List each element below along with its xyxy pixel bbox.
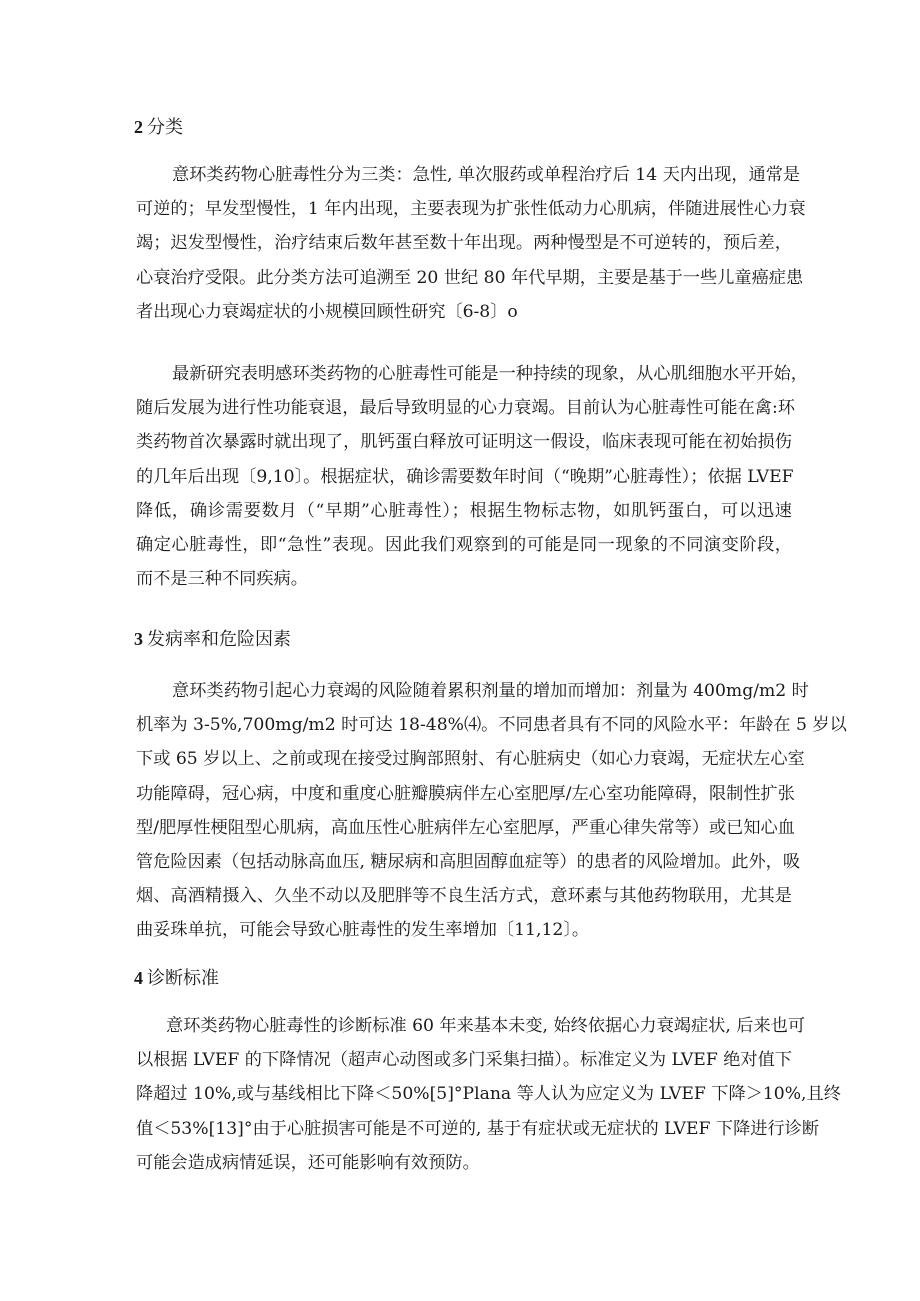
section-heading-4 [134, 966, 219, 991]
text-line: 者出现心力衰竭症状的小规模回顾性研究〔6-8〕o [136, 301, 518, 322]
paragraph-diagnostic-criteria [136, 1009, 841, 1180]
paragraph-classification [136, 158, 806, 329]
text-line: 的几年后出现〔9,10〕。根据症状，确诊需要数年时间（“晚期”心脏毒性）；依据 LVEF [136, 466, 794, 487]
text-line: 可逆的；早发型慢性，1 年内出现，主要表现为扩张性低动力心肌病，伴随进展性心力衰 [136, 199, 806, 220]
text-line: 功能障碍，冠心病，中度和重度心脏瓣膜病伴左心室肥厚/左心室功能障碍，限制性扩张 [136, 783, 795, 804]
text-line: 随后发展为进行性功能衰退，最后导致明显的心力衰竭。目前认为心脏毒性可能在禽:环 [136, 398, 795, 419]
text-line: 而不是三种不同疾病。 [136, 569, 308, 590]
text-line: 类药物首次暴露时就出现了，肌钙蛋白释放可证明这一假设，临床表现可能在初始损伤 [136, 432, 792, 453]
text-line: 降低，确诊需要数月（“早期”心脏毒性）；根据生物标志物，如肌钙蛋白，可以迅速 [136, 500, 792, 521]
text-line: 管危险因素（包括动脉高血压, 糖尿病和高胆固醇血症等）的患者的风险增加。此外，吸 [136, 851, 801, 872]
text-line: 意环类药物心脏毒性的诊断标准 60 年来基本未变, 始终依据心力衰竭症状, 后来也可 [166, 1016, 806, 1036]
text-line: 竭；迟发型慢性，治疗结束后数年甚至数十年出现。两种慢型是不可逆转的，预后差， [136, 233, 792, 254]
text-line: 下或 65 岁以上、之前或现在接受过胸部照射、有心脏病史（如心力衰竭，无症状左心室 [136, 749, 805, 770]
text-line: 意环类药物心脏毒性分为三类：急性, 单次服药或单程治疗后 14 天内出现，通常是 [172, 165, 801, 185]
section-number: 3 [134, 629, 143, 649]
section-number: 4 [134, 968, 143, 988]
text-line: 最新研究表明感环类药物的心脏毒性可能是一种持续的现象，从心肌细胞水平开始， [172, 364, 808, 384]
text-line: 以根据 LVEF 的下降情况（超声心动图或多门采集扫描）。标准定义为 LVEF 绝对值下 [136, 1050, 792, 1071]
text-line: 烟、高酒精摄入、久坐不动以及肥胖等不良生活方式，意环素与其他药物联用，尤其是 [136, 886, 792, 907]
text-line: 可能会造成病情延误，还可能影响有效预防。 [136, 1152, 480, 1173]
section-number: 2 [134, 117, 143, 137]
section-title: 发病率和危险因素 [147, 629, 291, 650]
section-heading-3 [134, 627, 291, 652]
text-line: 型/肥厚性梗阻型心肌病，高血压性心脏病伴左心室肥厚，严重心律失常等）或已知心血 [136, 817, 795, 838]
section-title: 诊断标准 [147, 968, 219, 989]
text-line: 确定心脏毒性，即“急性”表现。因此我们观察到的可能是同一现象的不同演变阶段， [136, 534, 792, 555]
section-title: 分类 [147, 117, 183, 138]
text-line: 降超过 10%,或与基线相比下降＜50%[5]°Plana 等人认为应定义为 LVEF 下降＞10%,且终 [136, 1084, 841, 1105]
text-line: 心衰治疗受限。此分类方法可追溯至 20 世纪 80 年代早期，主要是基于一些儿童癌症患 [136, 267, 804, 288]
paragraph-continuous-phenomenon [136, 357, 808, 596]
text-line: 值＜53%[13]°由于心脏损害可能是不可逆的, 基于有症状或无症状的 LVEF 下降进行诊断 [136, 1118, 820, 1139]
text-line: 机率为 3-5%,700mg∕m2 时可达 18-48%⑷。不同患者具有不同的风险水平：年龄在 5 岁以 [136, 715, 847, 736]
text-line: 意环类药物引起心力衰竭的风险随着累积剂量的增加而增加：剂量为 400mg∕m2 时 [172, 681, 809, 701]
text-line: 曲妥珠单抗，可能会导致心脏毒性的发生率增加〔11,12〕。 [136, 920, 590, 941]
section-heading-2 [134, 115, 183, 140]
paragraph-incidence-risk [136, 674, 847, 948]
